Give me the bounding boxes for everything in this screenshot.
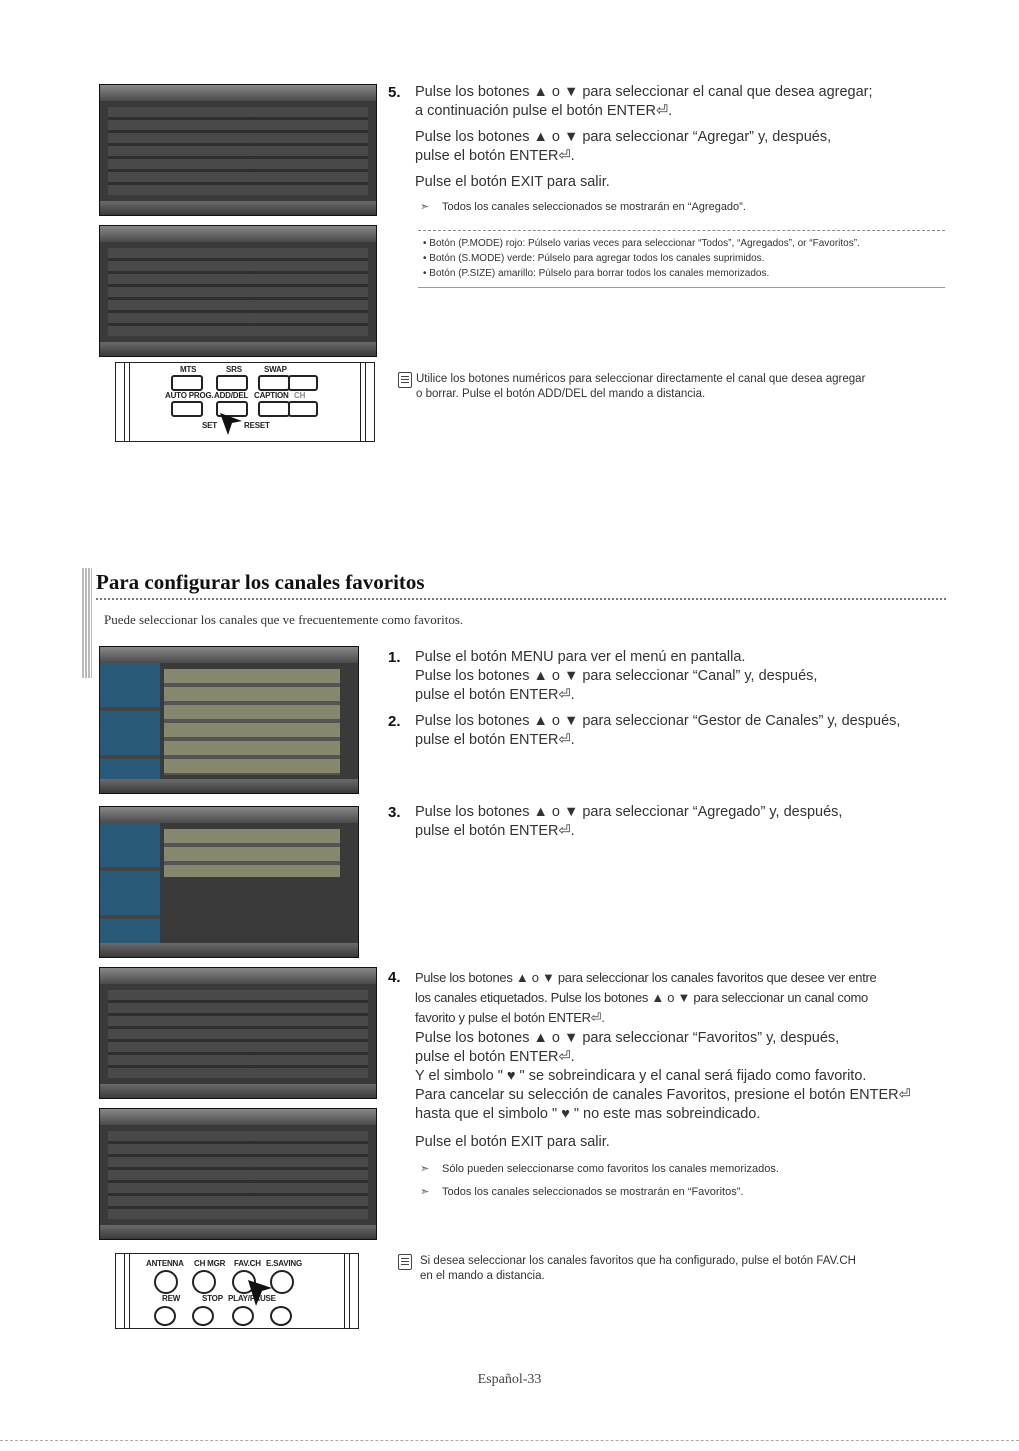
step-1-line2: Pulse los botones ▲ o ▼ para seleccionar “Canal” y, después, [415, 668, 818, 684]
step-1-line3: pulse el botón ENTER⏎. [415, 687, 575, 703]
remote-label-playpause: PLAY/PAUSE [228, 1294, 276, 1303]
memo-icon [398, 372, 412, 388]
remote-diagram-add-del [115, 362, 375, 442]
screenshot-channel-list-all [99, 84, 377, 216]
step-5-line4: pulse el botón ENTER⏎. [415, 148, 575, 164]
remote-label-ch: CH [294, 391, 306, 400]
caption-button [258, 401, 290, 417]
stop-button [192, 1306, 214, 1326]
note-arrow-icon: ➣ [420, 201, 430, 213]
tip-2-line1: Si desea seleccionar los canales favoritos que ha configurado, pulse el botón FAV.CH [420, 1255, 856, 1267]
page-number: Español-33 [477, 1372, 542, 1387]
remote-label-chmgr: CH MGR [194, 1259, 226, 1268]
step-4-line7: Para cancelar su selección de canales Favoritos, presione el botón ENTER⏎ [415, 1087, 911, 1103]
remote-label-set: SET [202, 421, 217, 430]
step-4-line8: hasta que el simbolo " ♥ " no este mas sobreindicado. [415, 1106, 761, 1122]
green-button-note: • Botón (S.MODE) verde: Púlselo para agregar todos los canales suprimidos. [423, 253, 765, 264]
step-3-line1: Pulse los botones ▲ o ▼ para seleccionar “Agregado” y, después, [415, 804, 843, 820]
remote-label-caption: CAPTION [254, 391, 289, 400]
yellow-button-note: • Botón (P.SIZE) amarillo: Púlselo para borrar todos los canales memorizados. [423, 268, 770, 279]
remote-label-adddel: ADD/DEL [214, 391, 249, 400]
remote-label-stop: STOP [202, 1294, 223, 1303]
step-4-note2 [420, 1185, 743, 1200]
step-1-line1: Pulse el botón MENU para ver el menú en pantalla. [415, 649, 746, 665]
screenshot-channel-list-favorites-select [99, 967, 377, 1099]
ch-down-button [288, 401, 318, 417]
step-3-number: 3. [388, 804, 401, 821]
step-4-line1: Pulse los botones ▲ o ▼ para seleccionar los canales favoritos que desee ver entre [415, 970, 877, 985]
step-4-note2-text: Todos los canales seleccionados se mostrarán en “Favoritos”. [442, 1186, 744, 1198]
step-3-line2: pulse el botón ENTER⏎. [415, 823, 575, 839]
step-4-line9: Pulse el botón EXIT para salir. [415, 1134, 610, 1150]
step-4-line5: pulse el botón ENTER⏎. [415, 1049, 575, 1065]
note-arrow-icon: ➣ [420, 1163, 430, 1175]
divider [418, 287, 945, 288]
pointer-arrow-icon [216, 409, 246, 439]
step-5-line5: Pulse el botón EXIT para salir. [415, 174, 610, 190]
ch-up-button [288, 375, 318, 391]
step-5-number: 5. [388, 84, 401, 101]
autoprog-button [171, 401, 203, 417]
screenshot-menu-canal [99, 646, 359, 794]
srs-button [216, 375, 248, 391]
section-rule [96, 598, 946, 600]
memo-icon [398, 1254, 412, 1270]
screenshot-channel-list-favorites [99, 1108, 377, 1240]
step-4-number: 4. [388, 969, 401, 986]
screenshot-gestor-de-canales [99, 806, 359, 958]
tip-2-line2: en el mando a distancia. [420, 1270, 545, 1282]
section-subtitle: Puede seleccionar los canales que ve frecuentemente como favoritos. [104, 612, 464, 627]
step-5-line1: Pulse los botones ▲ o ▼ para seleccionar el canal que desea agregar; [415, 84, 873, 100]
divider [418, 230, 945, 231]
step-2-line1: Pulse los botones ▲ o ▼ para seleccionar “Gestor de Canales” y, después, [415, 713, 901, 729]
remote-label-rew: REW [162, 1294, 181, 1303]
step-4-line6: Y el simbolo " ♥ " se sobreindicara y el canal será fijado como favorito. [415, 1068, 867, 1084]
mts-button [171, 375, 203, 391]
step-5-note [420, 200, 746, 215]
remote-label-swap: SWAP [264, 365, 287, 374]
step-4-line2: los canales etiquetados. Pulse los botones ▲ o ▼ para seleccionar un canal como [415, 990, 868, 1005]
chmgr-button [192, 1270, 216, 1294]
remote-label-autoprog: AUTO PROG. [165, 391, 214, 400]
pointer-arrow-icon [244, 1276, 278, 1310]
tip-1-line2: o borrar. Pulse el botón ADD/DEL del mando a distancia. [416, 388, 706, 400]
step-4-note1-text: Sólo pueden seleccionarse como favoritos los canales memorizados. [442, 1163, 779, 1175]
red-button-note: • Botón (P.MODE) rojo: Púlselo varias veces para seleccionar “Todos”, “Agregados”, or “Favoritos”. [423, 238, 860, 249]
bottom-rule [0, 1440, 1019, 1441]
section-side-bar [82, 568, 92, 678]
step-5-line2: a continuación pulse el botón ENTER⏎. [415, 103, 673, 119]
step-4-line4: Pulse los botones ▲ o ▼ para seleccionar “Favoritos” y, después, [415, 1030, 840, 1046]
step-1-number: 1. [388, 649, 401, 666]
screenshot-channel-list-added [99, 225, 377, 357]
remote-label-reset: RESET [244, 421, 270, 430]
remote-diagram-fav-ch [115, 1253, 359, 1329]
remote-label-srs: SRS [226, 365, 242, 374]
antenna-button [154, 1270, 178, 1294]
remote-label-favch: FAV.CH [234, 1259, 261, 1268]
step-2-number: 2. [388, 713, 401, 730]
note-arrow-icon: ➣ [420, 1186, 430, 1198]
step-4-line3: favorito y pulse el botón ENTER⏎. [415, 1010, 605, 1025]
remote-label-esaving: E.SAVING [266, 1259, 303, 1268]
step-4-note1 [420, 1162, 779, 1177]
tip-1-line1: Utilice los botones numéricos para seleccionar directamente el canal que desea agregar [416, 373, 866, 385]
step-2-line2: pulse el botón ENTER⏎. [415, 732, 575, 748]
remote-label-mts: MTS [180, 365, 197, 374]
step-5-note-text: Todos los canales seleccionados se mostrarán en “Agregado”. [442, 201, 746, 213]
swap-button [258, 375, 290, 391]
section-title: Para configurar los canales favoritos [96, 570, 425, 594]
rew-button [154, 1306, 176, 1326]
remote-label-antenna: ANTENNA [146, 1259, 184, 1268]
step-5-line3: Pulse los botones ▲ o ▼ para seleccionar “Agregar” y, después, [415, 129, 832, 145]
